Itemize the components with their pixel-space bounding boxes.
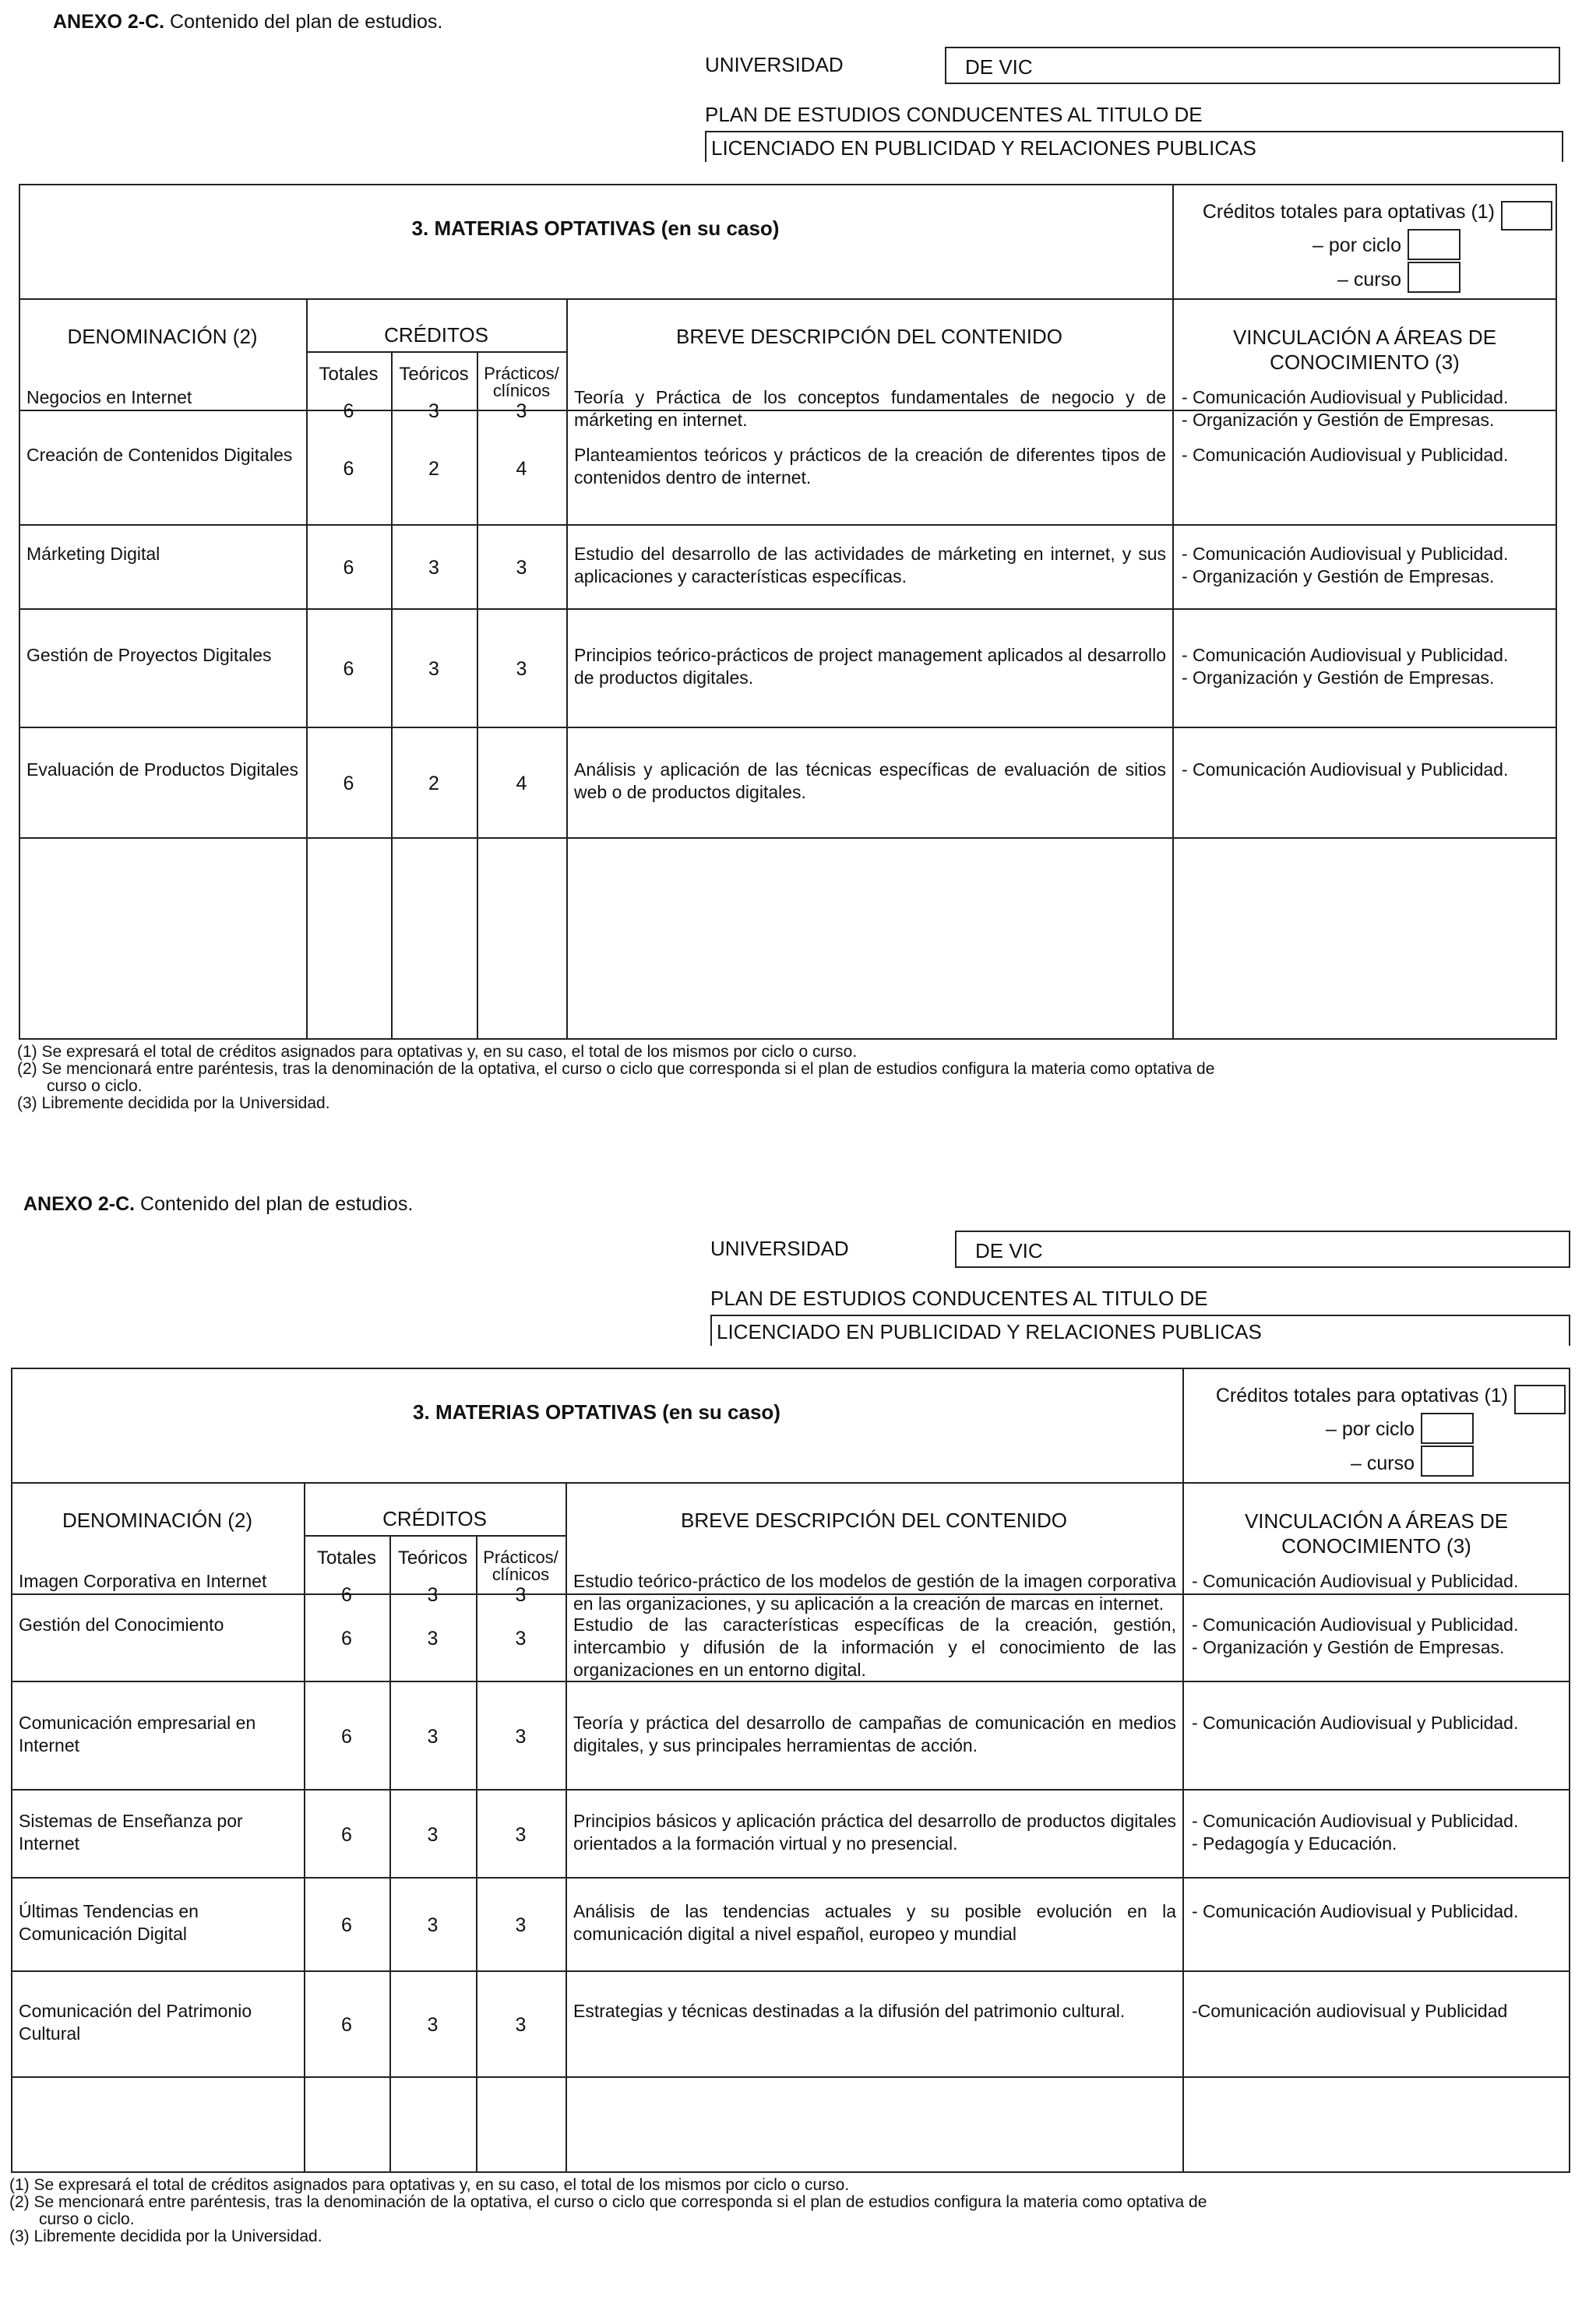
header-teoricos: Teóricos [399,364,469,385]
header-creditos: CRÉDITOS [384,323,488,347]
por-ciclo-box [1408,229,1460,260]
footnote: curso o ciclo. [47,1077,143,1095]
row-totales: 6 [341,2014,352,2036]
header-totales: Totales [316,1548,377,1569]
row-teoricos: 3 [427,1823,439,1846]
row-denominacion: Imagen Corporativa en Internet [19,1571,267,1591]
section-title: 3. MATERIAS OPTATIVAS (en su caso) [411,217,780,240]
universidad-label: UNIVERSIDAD [710,1237,849,1260]
header-vertical-divider [1182,1368,1184,1482]
footnotes [17,1044,1214,1112]
row-denominacion: Comunicación empresarial en Internet [19,1712,256,1755]
row-descripcion: Análisis y aplicación de las técnicas específicas de evaluación de sitios web o de productos digitales. [574,759,1166,802]
row-descripcion: Teoría y práctica del desarrollo de campañas de comunicación en medios digitales, y sus principales herramientas de acción. [573,1712,1176,1755]
header-vinculacion: VINCULACIÓN A ÁREAS DE CONOCIMIENTO (3) [1232,326,1497,374]
row-teoricos: 3 [428,658,439,680]
row-areas: - Comunicación Audiovisual y Publicidad. - Organización y Gestión de Empresas. [1192,1614,1519,1657]
creditos-totales-label: Créditos totales para optativas (1) [1202,201,1495,223]
por-ciclo-label: – por ciclo [1326,1418,1415,1440]
footnote: (1) Se expresará el total de créditos asignados para optativas y, en su caso, el total de los mismos por ciclo o curso. [9,2176,850,2194]
universidad-label: UNIVERSIDAD [705,53,844,76]
anexo-label: ANEXO 2-C. [23,1193,136,1215]
row-teoricos: 2 [428,457,439,480]
row-practicos: 3 [515,1914,527,1936]
header-descripcion: BREVE DESCRIPCIÓN DEL CONTENIDO [675,325,1062,348]
section-title: 3. MATERIAS OPTATIVAS (en su caso) [413,1400,780,1424]
anexo-page [0,0,1582,1140]
row-totales: 6 [341,1725,352,1748]
row-denominacion: Últimas Tendencias en Comunicación Digital [19,1901,199,1944]
footnote: (3) Libremente decidida por la Universidad. [17,1094,330,1112]
row-totales: 6 [343,457,354,480]
row-areas: - Comunicación Audiovisual y Publicidad. [1192,1712,1519,1733]
creditos-totales-label: Créditos totales para optativas (1) [1215,1385,1508,1407]
row-descripcion: Estudio del desarrollo de las actividades de márketing en internet, y sus aplicaciones y características específicas. [574,544,1166,586]
curso-box [1421,1445,1474,1477]
footnote: (2) Se mencionará entre paréntesis, tras la denominación de la optativa, el curso o ciclo que corresponda si el plan de estudios configura la materia como optativa de [17,1060,1215,1078]
row-descripcion: Estrategias y técnicas destinadas a la difusión del patrimonio cultural. [573,2001,1126,2021]
header-descripcion: BREVE DESCRIPCIÓN DEL CONTENIDO [680,1509,1067,1532]
por-ciclo-label: – por ciclo [1312,234,1401,256]
footnote: (1) Se expresará el total de créditos asignados para optativas y, en su caso, el total de los mismos por ciclo o curso. [17,1043,858,1061]
row-totales: 6 [341,1584,352,1606]
row-practicos: 3 [516,400,527,422]
row-denominacion: Márketing Digital [26,544,160,564]
row-areas: - Comunicación Audiovisual y Publicidad. - Pedagogía y Educación. [1192,1810,1519,1854]
row-teoricos: 3 [427,1914,439,1936]
header-divider [11,1482,1570,1484]
row-areas: - Comunicación Audiovisual y Publicidad. [1192,1901,1519,1921]
row-practicos: 4 [516,773,527,794]
creditos-totales-box [1501,201,1552,231]
row-practicos: 3 [516,658,527,680]
row-totales: 6 [343,773,354,794]
footnote: curso o ciclo. [39,2210,135,2228]
row-practicos: 3 [515,2014,527,2036]
creditos-subheader-divider [304,1535,566,1537]
row-teoricos: 2 [428,773,439,794]
footnote: (2) Se mencionará entre paréntesis, tras la denominación de la optativa, el curso o ciclo que corresponda si el plan de estudios configura la materia como optativa de [9,2193,1207,2211]
row-denominacion: Evaluación de Productos Digitales [26,759,299,780]
row-practicos: 3 [516,557,527,579]
footnote: (3) Libremente decidida por la Universidad. [9,2227,322,2245]
row-denominacion: Sistemas de Enseñanza por Internet [19,1810,243,1854]
header-denominacion: DENOMINACIÓN (2) [62,1509,253,1532]
anexo-page [0,1184,1582,2324]
row-areas: - Comunicación Audiovisual y Publicidad. [1192,1571,1519,1591]
row-areas: - Comunicación Audiovisual y Publicidad. - Organización y Gestión de Empresas. [1182,645,1509,688]
header-vertical-divider [1172,184,1174,298]
row-denominacion: Comunicación del Patrimonio Cultural [19,2001,252,2044]
header-denominacion: DENOMINACIÓN (2) [67,325,258,348]
row-areas: - Comunicación Audiovisual y Publicidad. - Organización y Gestión de Empresas. [1182,387,1509,430]
row-teoricos: 3 [428,557,439,579]
row-totales: 6 [343,557,354,579]
plan-estudios-label: PLAN DE ESTUDIOS CONDUCENTES AL TITULO DE [710,1287,1208,1310]
row-totales: 6 [341,1914,352,1936]
plan-estudios-label: PLAN DE ESTUDIOS CONDUCENTES AL TITULO DE [705,103,1203,126]
row-areas: - Comunicación Audiovisual y Publicidad. [1182,444,1509,465]
row-descripcion: Principios básicos y aplicación práctica del desarrollo de productos digitales orientados a la formación virtual y no presencial. [573,1810,1176,1854]
row-denominacion: Negocios en Internet [26,387,192,407]
creditos-subheader-divider [306,351,566,353]
row-descripcion: Planteamientos teóricos y prácticos de la creación de diferentes tipos de contenidos dentro de internet. [574,444,1166,488]
row-areas: - Comunicación Audiovisual y Publicidad. [1182,759,1509,780]
row-teoricos: 3 [427,2014,439,2036]
footnotes [9,2177,1207,2245]
row-descripcion: Estudio teórico-práctico de los modelos de gestión de la imagen corporativa en las organizaciones, y su aplicación a la creación de marcas en internet. [573,1571,1176,1614]
row-practicos: 4 [516,457,527,480]
universidad-field: DE VIC [955,1231,1570,1268]
row-totales: 6 [341,1823,352,1846]
header-totales: Totales [319,364,379,385]
titulo-field: LICENCIADO EN PUBLICIDAD Y RELACIONES PUBLICAS [705,131,1563,162]
row-descripcion: Principios teórico-prácticos de project management aplicados al desarrollo de productos digitales. [574,645,1166,688]
row-descripcion: Análisis de las tendencias actuales y su posible evolución en la comunicación digital a nivel español, europeo y mundial [573,1901,1176,1944]
titulo-field: LICENCIADO EN PUBLICIDAD Y RELACIONES PUBLICAS [710,1315,1570,1346]
header-practicos: Prácticos/ clínicos [484,364,559,400]
row-practicos: 3 [515,1725,527,1748]
row-teoricos: 3 [427,1584,439,1606]
header-teoricos: Teóricos [397,1548,468,1569]
anexo-label: ANEXO 2-C. [53,11,165,33]
curso-label: – curso [1337,269,1401,290]
row-teoricos: 3 [427,1628,439,1650]
creditos-totales-box [1514,1385,1566,1414]
header-creditos: CRÉDITOS [382,1507,487,1530]
header-vinculacion: VINCULACIÓN A ÁREAS DE CONOCIMIENTO (3) [1244,1509,1509,1558]
row-practicos: 3 [515,1584,527,1606]
curso-box [1408,262,1460,293]
row-denominacion: Gestión de Proyectos Digitales [26,645,272,665]
row-teoricos: 3 [428,400,439,422]
row-areas: -Comunicación audiovisual y Publicidad [1192,2001,1508,2021]
row-descripcion: Teoría y Práctica de los conceptos fundamentales de negocio y de márketing en internet. [574,387,1166,430]
anexo-heading [23,1193,413,1216]
row-divider [19,837,1557,839]
row-descripcion: Estudio de las características específicas de la creación, gestión, intercambio y difusión de la información y el conocimiento de las organizaciones en un entorno digital. [573,1614,1176,1680]
anexo-description: Contenido del plan de estudios. [164,11,443,33]
row-practicos: 3 [515,1823,527,1846]
anexo-description: Contenido del plan de estudios. [135,1193,414,1215]
header-practicos: Prácticos/ clínicos [483,1548,558,1584]
row-practicos: 3 [515,1628,527,1650]
row-denominacion: Creación de Contenidos Digitales [26,444,293,465]
row-areas: - Comunicación Audiovisual y Publicidad. - Organización y Gestión de Empresas. [1182,544,1509,586]
anexo-heading [53,11,442,33]
row-totales: 6 [343,400,354,422]
por-ciclo-box [1421,1413,1474,1444]
row-divider [11,2076,1570,2078]
row-denominacion: Gestión del Conocimiento [19,1614,224,1635]
curso-label: – curso [1351,1452,1415,1474]
row-totales: 6 [343,658,354,680]
header-divider [19,298,1557,300]
universidad-field: DE VIC [945,47,1560,84]
row-teoricos: 3 [427,1725,439,1748]
row-totales: 6 [341,1628,352,1650]
